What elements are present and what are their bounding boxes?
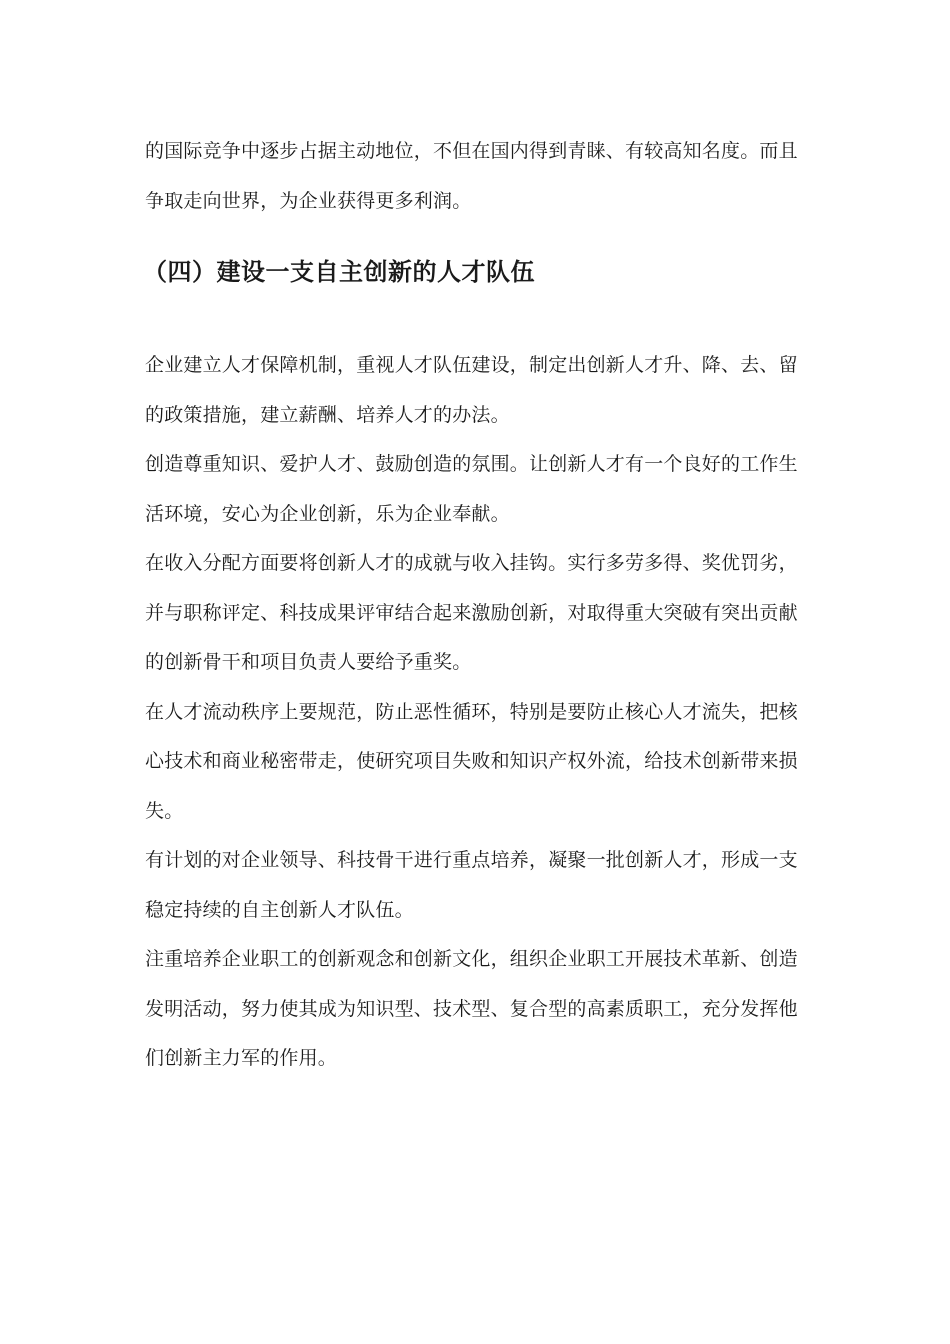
text-line: 企业建立人才保障机制，重视人才队伍建设，制定出创新人才升、降、去、留 — [145, 354, 798, 376]
paragraph — [145, 935, 815, 1084]
text-line: 失。 — [145, 799, 184, 822]
section-body — [145, 341, 815, 1084]
paragraph — [145, 440, 815, 539]
paragraph — [145, 836, 815, 935]
section-heading: （四）建设一支自主创新的人才队伍 — [143, 258, 535, 286]
text-line: 的国际竞争中逐步占据主动地位，不但在国内得到青睐、有较高知名度。而且 — [145, 140, 798, 162]
paragraph — [145, 539, 815, 688]
text-line: 创造尊重知识、爱护人才、鼓励创造的氛围。让创新人才有一个良好的工作生 — [145, 453, 798, 475]
text-line: 在收入分配方面要将创新人才的成就与收入挂钩。实行多劳多得、奖优罚劣， — [145, 552, 798, 574]
text-line: 稳定持续的自主创新人才队伍。 — [145, 898, 414, 921]
text-line: 的政策措施，建立薪酬、培养人才的办法。 — [145, 403, 510, 426]
text-line: 在人才流动秩序上要规范，防止恶性循环，特别是要防止核心人才流失，把核 — [145, 700, 798, 723]
text-line: 活环境，安心为企业创新，乐为企业奉献。 — [145, 502, 510, 525]
text-line: 发明活动，努力使其成为知识型、技术型、复合型的高素质职工，充分发挥他 — [145, 997, 798, 1020]
text-line: 们创新主力军的作用。 — [145, 1047, 338, 1069]
text-line: 心技术和商业秘密带走，使研究项目失败和知识产权外流，给技术创新带来损 — [145, 750, 798, 772]
text-line: 注重培养企业职工的创新观念和创新文化，组织企业职工开展技术革新、创造 — [145, 948, 798, 970]
text-line: 争取走向世界，为企业获得更多利润。 — [145, 189, 472, 212]
paragraph — [145, 341, 815, 440]
text-line: 并与职称评定、科技成果评审结合起来激励创新，对取得重大突破有突出贡献 — [145, 601, 798, 624]
text-line: 有计划的对企业领导、科技骨干进行重点培养，凝聚一批创新人才，形成一支 — [145, 849, 798, 871]
paragraph — [145, 688, 815, 837]
text-line: 的创新骨干和项目负责人要给予重奖。 — [145, 651, 472, 673]
intro-paragraph — [145, 127, 815, 226]
